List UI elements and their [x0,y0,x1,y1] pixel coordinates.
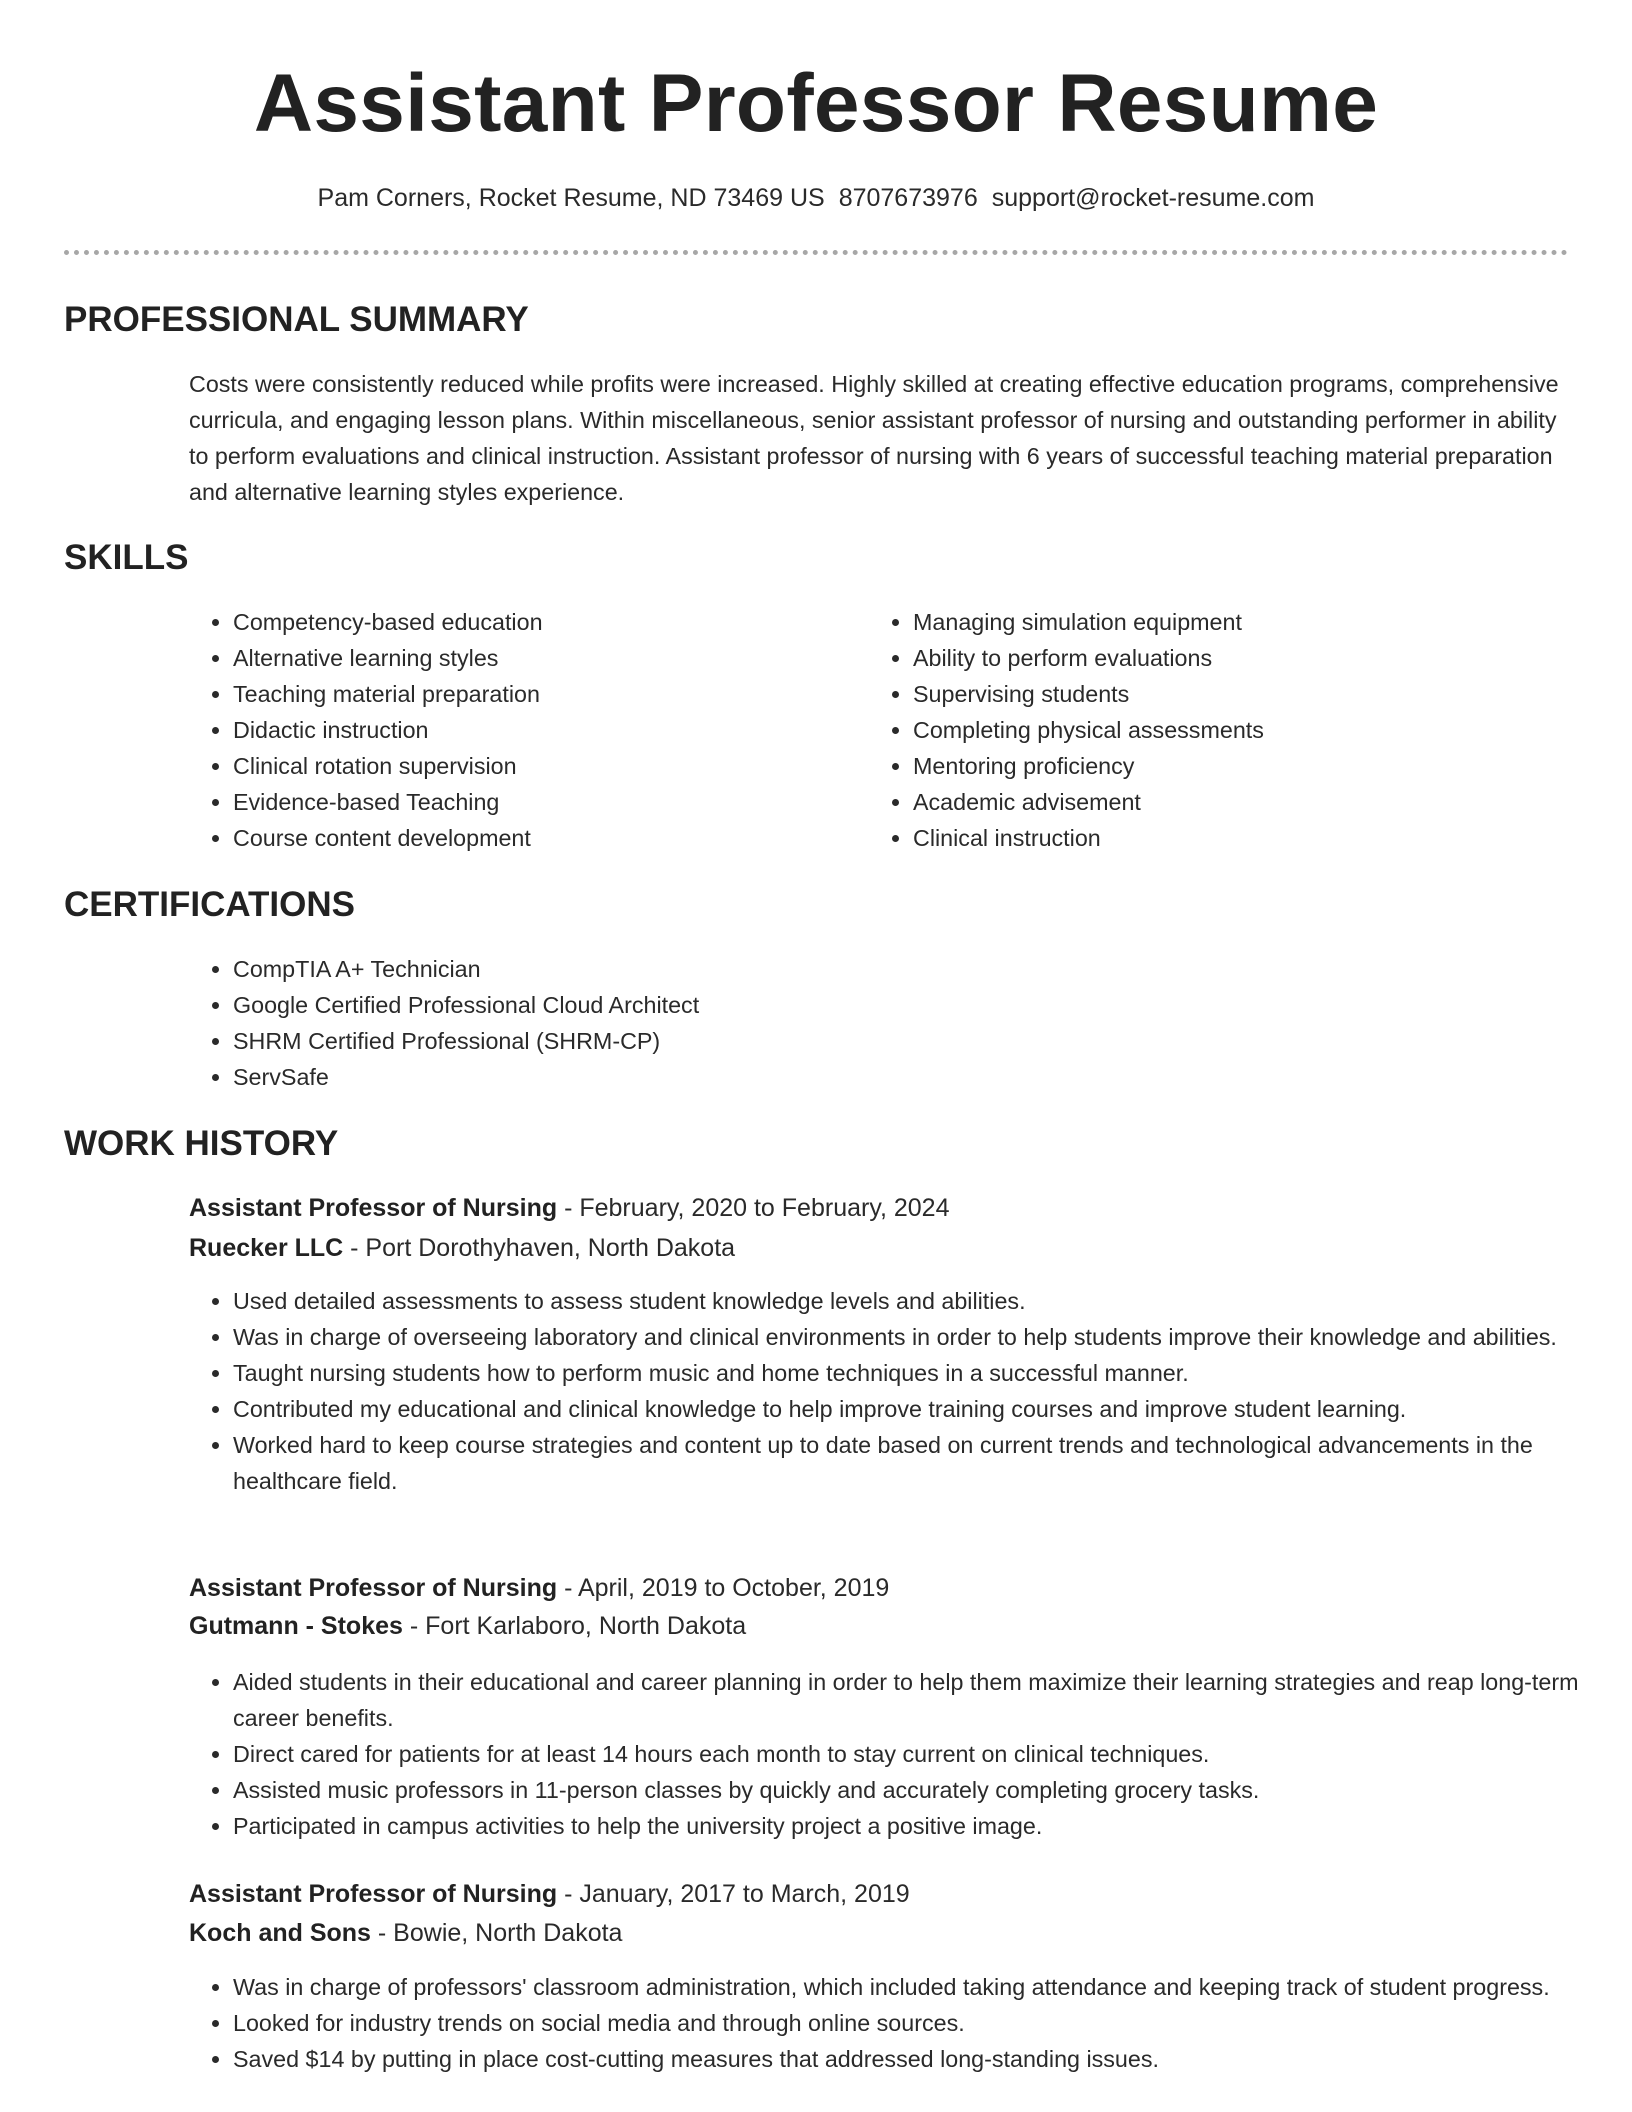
job-bullet: • Used detailed assessments to assess student knowledge levels and abilities. [233,1283,1613,1319]
certifications-list [189,951,1533,1095]
job-title-line [189,1876,910,1912]
skill-item: • Clinical instruction [913,820,1593,856]
skill-item: • Competency-based education [233,604,863,640]
certification-item: • SHRM Certified Professional (SHRM-CP) [233,1023,1533,1059]
job-location: - Fort Karlaboro, North Dakota [402,1612,747,1640]
job-bullet: • Was in charge of overseeing laboratory and clinical environments in order to help students improve their knowledge and abilities. [233,1319,1613,1355]
resume-title: Assistant Professor Resume [253,58,1379,149]
skill-item: • Didactic instruction [233,712,863,748]
skill-item: • Completing physical assessments [913,712,1593,748]
skill-item: • Managing simulation equipment [913,604,1593,640]
job-dates: - April, 2019 to October, 2019 [557,1574,890,1602]
contact-address: Pam Corners, Rocket Resume, ND 73469 US [317,184,825,212]
contact-email[interactable]: support@rocket-resume.com [991,184,1315,212]
summary-text: Costs were consistently reduced while profits were increased. Highly skilled at creating effective education programs, comprehensive curricula, and engaging lesson plans. Within miscellaneous, senior assistant professor of nursing and outstanding performer in ability to perform evaluations and clinical instruction. Assistant professor of nursing with 6 years of successful teaching material preparation and alternative learning styles experience. [189,371,1559,505]
certification-item: • Google Certified Professional Cloud Architect [233,987,1533,1023]
job-bullet: • Worked hard to keep course strategies and content up to date based on current trends and technological advancements in the healthcare field. [233,1427,1613,1499]
skill-item: • Academic advisement [913,784,1593,820]
summary-heading: PROFESSIONAL SUMMARY [64,300,529,339]
job-title-line [189,1190,949,1226]
skill-item: • Course content development [233,820,863,856]
job-company: Gutmann - Stokes [189,1612,403,1640]
job-bullet: • Participated in campus activities to help the university project a positive image. [233,1808,1613,1844]
job-bullet: • Contributed my educational and clinical knowledge to help improve training courses and improve student learning. [233,1391,1613,1427]
job-bullet-list [189,1283,1613,1499]
job-company: Koch and Sons [189,1919,371,1947]
job-bullet: • Assisted music professors in 11-person classes by quickly and accurately completing grocery tasks. [233,1772,1613,1808]
job-company: Ruecker LLC [189,1234,344,1262]
skill-item: • Alternative learning styles [233,640,863,676]
job-bullet: • Direct cared for patients for at least 14 hours each month to stay current on clinical techniques. [233,1736,1613,1772]
job-title: Assistant Professor of Nursing [189,1194,558,1222]
skills-list-left [189,604,863,856]
job-bullet: • Looked for industry trends on social media and through online sources. [233,2005,1613,2041]
certification-item: • CompTIA A+ Technician [233,951,1533,987]
contact-phone: 8707673976 [838,184,978,212]
skill-item: • Evidence-based Teaching [233,784,863,820]
skill-item: • Ability to perform evaluations [913,640,1593,676]
job-title-line [189,1570,889,1606]
contact-line [0,180,1632,216]
skill-item: • Clinical rotation supervision [233,748,863,784]
job-company-line [189,1915,622,1951]
skills-list-right [869,604,1593,856]
job-location: - Bowie, North Dakota [370,1919,623,1947]
job-bullet: • Taught nursing students how to perform music and home techniques in a successful manner. [233,1355,1613,1391]
job-dates: - January, 2017 to March, 2019 [557,1880,910,1908]
job-bullet: • Aided students in their educational and career planning in order to help them maximize their learning strategies and reap long-term career benefits. [233,1664,1613,1736]
certifications-heading: CERTIFICATIONS [64,885,356,924]
certification-item: • ServSafe [233,1059,1533,1095]
job-title: Assistant Professor of Nursing [189,1574,558,1602]
skill-item: • Mentoring proficiency [913,748,1593,784]
job-location: - Port Dorothyhaven, North Dakota [343,1234,736,1262]
job-company-line [189,1230,735,1266]
skill-item: • Teaching material preparation [233,676,863,712]
skills-heading: SKILLS [64,538,189,577]
job-company-line [189,1608,746,1644]
job-dates: - February, 2020 to February, 2024 [557,1194,950,1222]
work-history-heading: WORK HISTORY [64,1124,339,1163]
job-bullet-list [189,1969,1613,2077]
job-bullet: • Saved $14 by putting in place cost-cutting measures that addressed long-standing issues. [233,2041,1613,2077]
job-bullet-list [189,1664,1613,1844]
job-bullet: • Was in charge of professors' classroom administration, which included taking attendance and keeping track of student progress. [233,1969,1613,2005]
header-divider [64,250,1568,255]
skill-item: • Supervising students [913,676,1593,712]
job-title: Assistant Professor of Nursing [189,1880,558,1908]
